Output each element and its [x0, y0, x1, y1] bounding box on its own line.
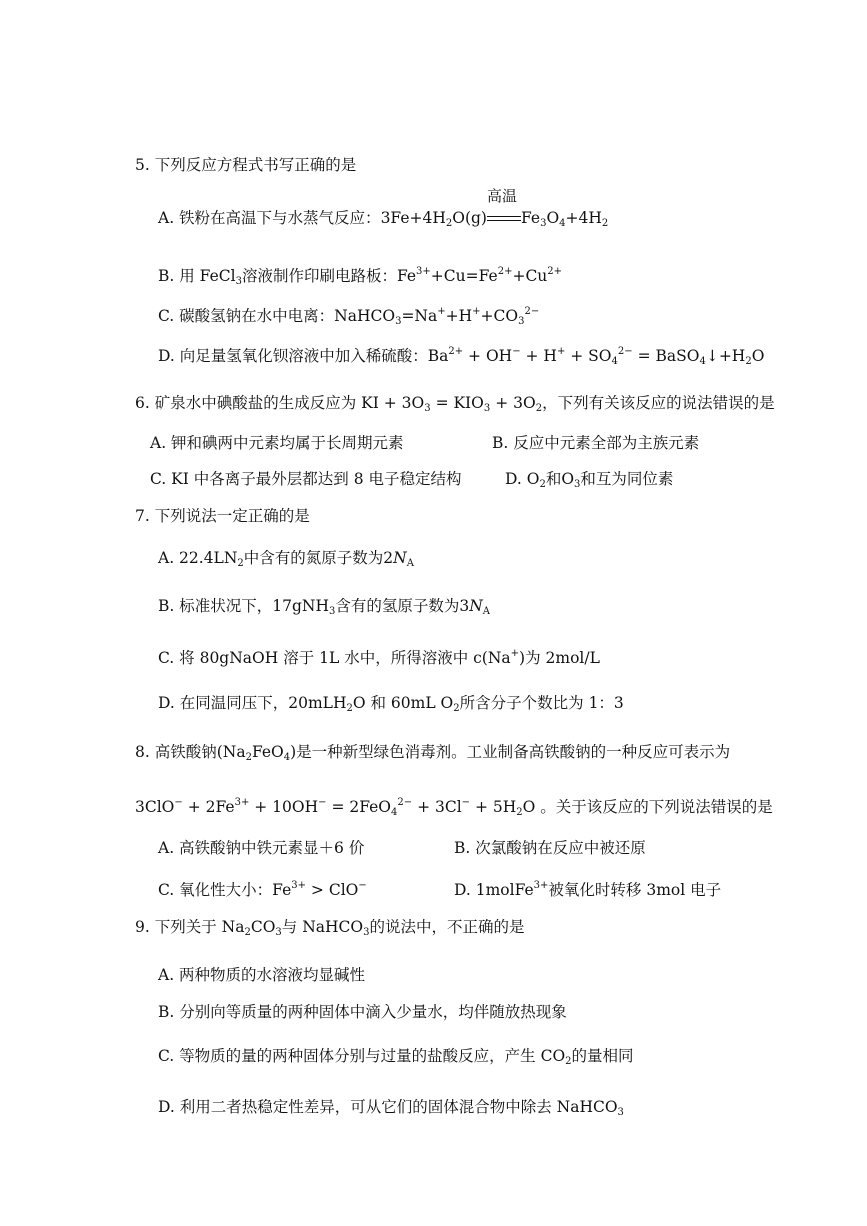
sub: 2	[745, 356, 752, 367]
q7-option-c	[158, 644, 600, 668]
q6-d-text: 和互为同位素	[580, 470, 674, 488]
q8-eq: + 3Cl	[412, 798, 462, 816]
q7-b-text: B. 标准状况下，17gNH	[158, 597, 329, 615]
sup: +	[437, 306, 446, 317]
q8-option-b: B. 次氯酸钠在反应中被还原	[454, 839, 646, 857]
avogadro-symbol: N	[393, 549, 407, 567]
sub: 3	[328, 606, 336, 617]
q5-d-eq: + OH	[463, 347, 513, 365]
sub: 3	[363, 927, 370, 938]
q6-stem-text: + 3O	[490, 394, 536, 412]
q8-d-text: D. 1molFe	[454, 881, 534, 899]
sub: A	[406, 558, 414, 569]
q6-stem	[135, 393, 775, 419]
sub: A	[482, 606, 491, 617]
sup: +	[556, 346, 566, 357]
q5-b-eq: +Cu=Fe	[430, 267, 498, 285]
q7-a-text: 中含有的氮原子数为2	[243, 549, 394, 567]
q8-equation	[135, 793, 773, 823]
sup: 3+	[291, 880, 306, 891]
q8-eq: + 5H	[470, 798, 517, 816]
sub: 2	[445, 218, 453, 229]
q9-stem-text: 与 NaHCO	[281, 918, 364, 936]
q8-stem	[135, 742, 730, 768]
q8-c-text: > ClO	[306, 881, 359, 899]
q6-stem-text: 6. 矿泉水中碘酸盐的生成反应为 KI + 3O	[135, 394, 425, 412]
q8-eq: + 10OH	[249, 798, 319, 816]
sub: 3	[235, 276, 242, 287]
q7-option-d	[158, 693, 624, 719]
sub: 2	[539, 479, 546, 490]
q9-option-a: A. 两种物质的水溶液均显碱性	[158, 966, 366, 984]
q9-c-text: 的量相同	[571, 1047, 634, 1065]
sub: 3	[574, 479, 581, 490]
q7-option-a	[158, 548, 414, 574]
q5-a-rhs: Fe	[520, 209, 541, 227]
q5-option-d	[158, 342, 764, 372]
condition-label: 高温	[486, 187, 517, 205]
q5-a-rhs: +4H	[565, 209, 602, 227]
sub: 2	[453, 703, 460, 714]
q8-stem-text: FeO	[251, 743, 284, 761]
sup: −	[461, 797, 471, 808]
sup: 2+	[448, 346, 464, 357]
sub: 4	[283, 752, 291, 763]
q6-stem-text: ，下列有关该反应的说法错误的是	[542, 394, 775, 412]
q5-c-eq: =Na	[401, 307, 438, 325]
q5-a-lhs2: O(g)	[452, 209, 487, 227]
q5-a-lhs: 3Fe+4H	[380, 209, 446, 227]
sup: 2+	[547, 266, 563, 277]
q5-option-b	[158, 262, 562, 292]
sub: 4	[391, 807, 398, 818]
sup: −	[174, 797, 183, 808]
q8-eq: O 。关于该反应的下列说法错误的是	[522, 798, 773, 816]
sub: 4	[559, 218, 566, 229]
sub: 2	[245, 752, 252, 763]
sub: 3	[540, 218, 547, 229]
q9-option-b: B. 分别向等质量的两种固体中滴入少量水，均伴随放热现象	[158, 1003, 567, 1021]
q7-b-text: 含有的氢原子数为3	[335, 597, 470, 615]
q5-c-eq3: +CO	[480, 307, 519, 325]
q8-option-a: A. 高铁酸钠中铁元素显＋6 价	[158, 839, 365, 857]
double-bar	[487, 220, 521, 221]
q7-a-text: A. 22.4LN	[158, 549, 238, 567]
q6-option-a: A. 钾和碘两中元素均属于长周期元素	[150, 434, 404, 452]
sup: +	[472, 306, 481, 317]
q8-stem-text: 8. 高铁酸钠(Na	[135, 743, 246, 761]
sub: 2	[516, 807, 523, 818]
sup: 3+	[533, 880, 549, 891]
q9-d-text: D. 利用二者热稳定性差异，可从它们的固体混合物中除去 NaHCO	[158, 1098, 618, 1116]
q7-c-text: C. 将 80gNaOH 溶于 1L 水中，所得溶液中 c(Na	[158, 649, 511, 667]
q8-stem-text: )是一种新型绿色消毒剂。工业制备高铁酸钠的一种反应可表示为	[290, 743, 731, 761]
sub: 4	[611, 356, 618, 367]
sub: 3	[483, 403, 491, 414]
sub: 2	[601, 218, 609, 229]
q5-b-eq2: +Cu	[512, 267, 548, 285]
q9-stem-text: CO	[250, 918, 276, 936]
q9-option-d	[158, 1097, 624, 1123]
q5-option-c	[158, 302, 539, 332]
q6-stem-text: = KIO	[430, 394, 484, 412]
q5-d-text: D. 向足量氢氧化钡溶液中加入稀硫酸：Ba	[158, 347, 449, 365]
q5-c-text: C. 碳酸氢钠在水中电离：NaHCO	[158, 307, 396, 325]
sup: 2+	[497, 266, 513, 277]
sup: 2−	[524, 306, 540, 317]
q5-d-eq5: ↓+H	[705, 347, 746, 365]
sub: 2	[535, 403, 543, 414]
q5-a-rhs: O	[546, 209, 560, 227]
q7-c-text: )为 2mol/L	[519, 649, 600, 667]
q7-stem: 7. 下列说法一定正确的是	[135, 507, 310, 525]
q5-d-eq2: + H	[520, 347, 557, 365]
sup: +	[510, 648, 520, 659]
sub: 3	[518, 316, 525, 327]
sup: 2−	[617, 346, 633, 357]
q5-c-eq2: +H	[445, 307, 473, 325]
q8-eq: 3ClO	[135, 798, 175, 816]
q7-d-text: O 和 60mL O	[352, 694, 454, 712]
q7-option-b	[158, 596, 490, 622]
q6-option-c: C. KI 中各离子最外层都达到 8 电子稳定结构	[150, 470, 462, 488]
sub: 2	[244, 927, 251, 938]
q7-d-text: D. 在同温同压下，20mLH	[158, 694, 347, 712]
double-bar	[487, 216, 521, 217]
q9-stem-text: 9. 下列关于 Na	[135, 918, 245, 936]
q8-eq: + 2Fe	[182, 798, 235, 816]
q5-option-a	[158, 187, 609, 234]
sup: 3+	[234, 797, 250, 808]
sup: 2−	[397, 797, 413, 808]
q5-d-eq6: O	[751, 347, 765, 365]
avogadro-symbol: N	[469, 597, 483, 615]
sub: 3	[424, 403, 431, 414]
sub: 3	[617, 1107, 624, 1118]
sup: −	[358, 880, 367, 891]
q8-option-c	[158, 876, 367, 900]
sub: 3	[275, 927, 282, 938]
q6-option-d	[505, 469, 673, 495]
q8-option-d	[454, 876, 721, 900]
q5-d-eq4: = BaSO	[632, 347, 700, 365]
sup: −	[512, 346, 521, 357]
sub: 3	[395, 316, 402, 327]
sub: 2	[565, 1056, 572, 1067]
q9-stem-text: 的说法中，不正确的是	[369, 918, 525, 936]
q8-c-text: C. 氧化性大小：Fe	[158, 881, 292, 899]
sub: 2	[346, 703, 353, 714]
q9-stem	[135, 917, 525, 943]
q9-option-c	[158, 1046, 634, 1072]
q9-c-text: C. 等物质的量的两种固体分别与过量的盐酸反应，产生 CO	[158, 1047, 566, 1065]
sub: 2	[237, 558, 244, 569]
q8-d-text: 被氧化时转移 3mol 电子	[548, 881, 722, 899]
q5-d-eq3: + SO	[565, 347, 612, 365]
q6-d-text: 和O	[545, 470, 575, 488]
sup: −	[318, 797, 327, 808]
q7-d-text: 所含分子个数比为 1：3	[459, 694, 624, 712]
q6-d-text: D. O	[505, 470, 540, 488]
q5-stem: 5. 下列反应方程式书写正确的是	[135, 156, 357, 174]
sub: 4	[699, 356, 706, 367]
sup: 3+	[416, 266, 431, 277]
q8-eq: = 2FeO	[326, 798, 392, 816]
q5-a-text: A. 铁粉在高温下与水蒸气反应：	[158, 209, 381, 227]
q6-option-b: B. 反应中元素全部为主族元素	[492, 434, 700, 452]
q5-b-text: B. 用 FeCl	[158, 267, 236, 285]
reaction-condition	[486, 187, 521, 228]
q5-b-text2: 溶液制作印刷电路板：Fe	[241, 267, 417, 285]
